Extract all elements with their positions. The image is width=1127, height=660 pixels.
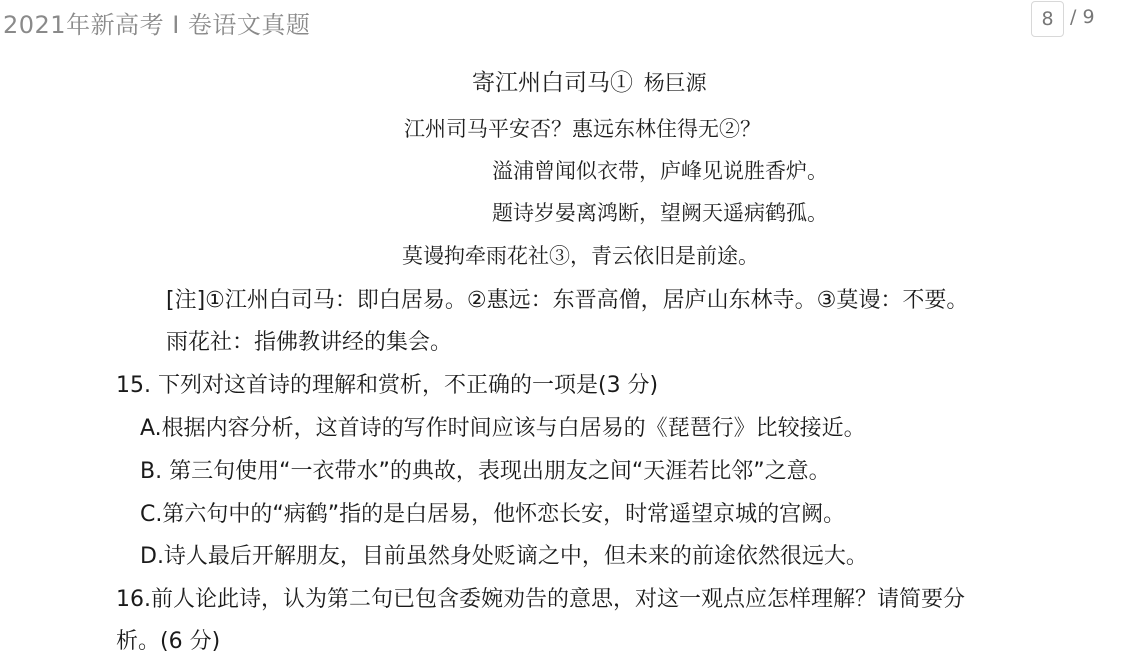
poem-note: [注]①江州白司马：即白居易。②惠远：东晋高僧，居庐山东林寺。③莫谩：不要。 — [166, 288, 969, 313]
question-16-line: 16.前人论此诗，认为第二句已包含委婉劝告的意思，对这一观点应怎样理解？请简要分 — [116, 587, 965, 612]
poem-author: 杨巨源 — [643, 71, 707, 95]
poem-line: 江州司马平安否？惠远东林住得无②？ — [404, 117, 761, 141]
question-16-line: 析。(6 分) — [116, 629, 221, 654]
viewer-toolbar — [0, 0, 1127, 46]
poem-title: 寄江州白司马① — [472, 70, 633, 96]
poem-line: 溢浦曾闻似衣带，庐峰见说胜香炉。 — [492, 159, 828, 183]
poem-line: 莫谩拘牵雨花社③，青云依旧是前途。 — [402, 244, 759, 268]
document-title: 2021年新高考 I 卷语文真题 — [3, 11, 311, 39]
poem-heading — [472, 64, 707, 97]
page-number-input[interactable]: 8 — [1031, 1, 1064, 37]
page-total: / 9 — [1070, 6, 1095, 28]
question-15-option-d: D.诗人最后开解朋友，目前虽然身处贬谪之中，但未来的前途依然很远大。 — [140, 544, 868, 569]
question-15-option-c: C.第六句中的“病鹤”指的是白居易，他怀恋长安，时常遥望京城的宫阙。 — [140, 502, 846, 527]
question-15-option-a: A.根据内容分析，这首诗的写作时间应该与白居易的《琵琶行》比较接近。 — [140, 416, 866, 441]
poem-note: 雨花社：指佛教讲经的集会。 — [166, 330, 453, 355]
poem-line: 题诗岁晏离鸿断，望阙天遥病鹤孤。 — [492, 201, 828, 225]
question-15-option-b: B. 第三句使用“一衣带水”的典故，表现出朋友之间“天涯若比邻”之意。 — [140, 459, 831, 484]
question-15-stem: 15. 下列对这首诗的理解和赏析，不正确的一项是(3 分) — [116, 373, 659, 398]
